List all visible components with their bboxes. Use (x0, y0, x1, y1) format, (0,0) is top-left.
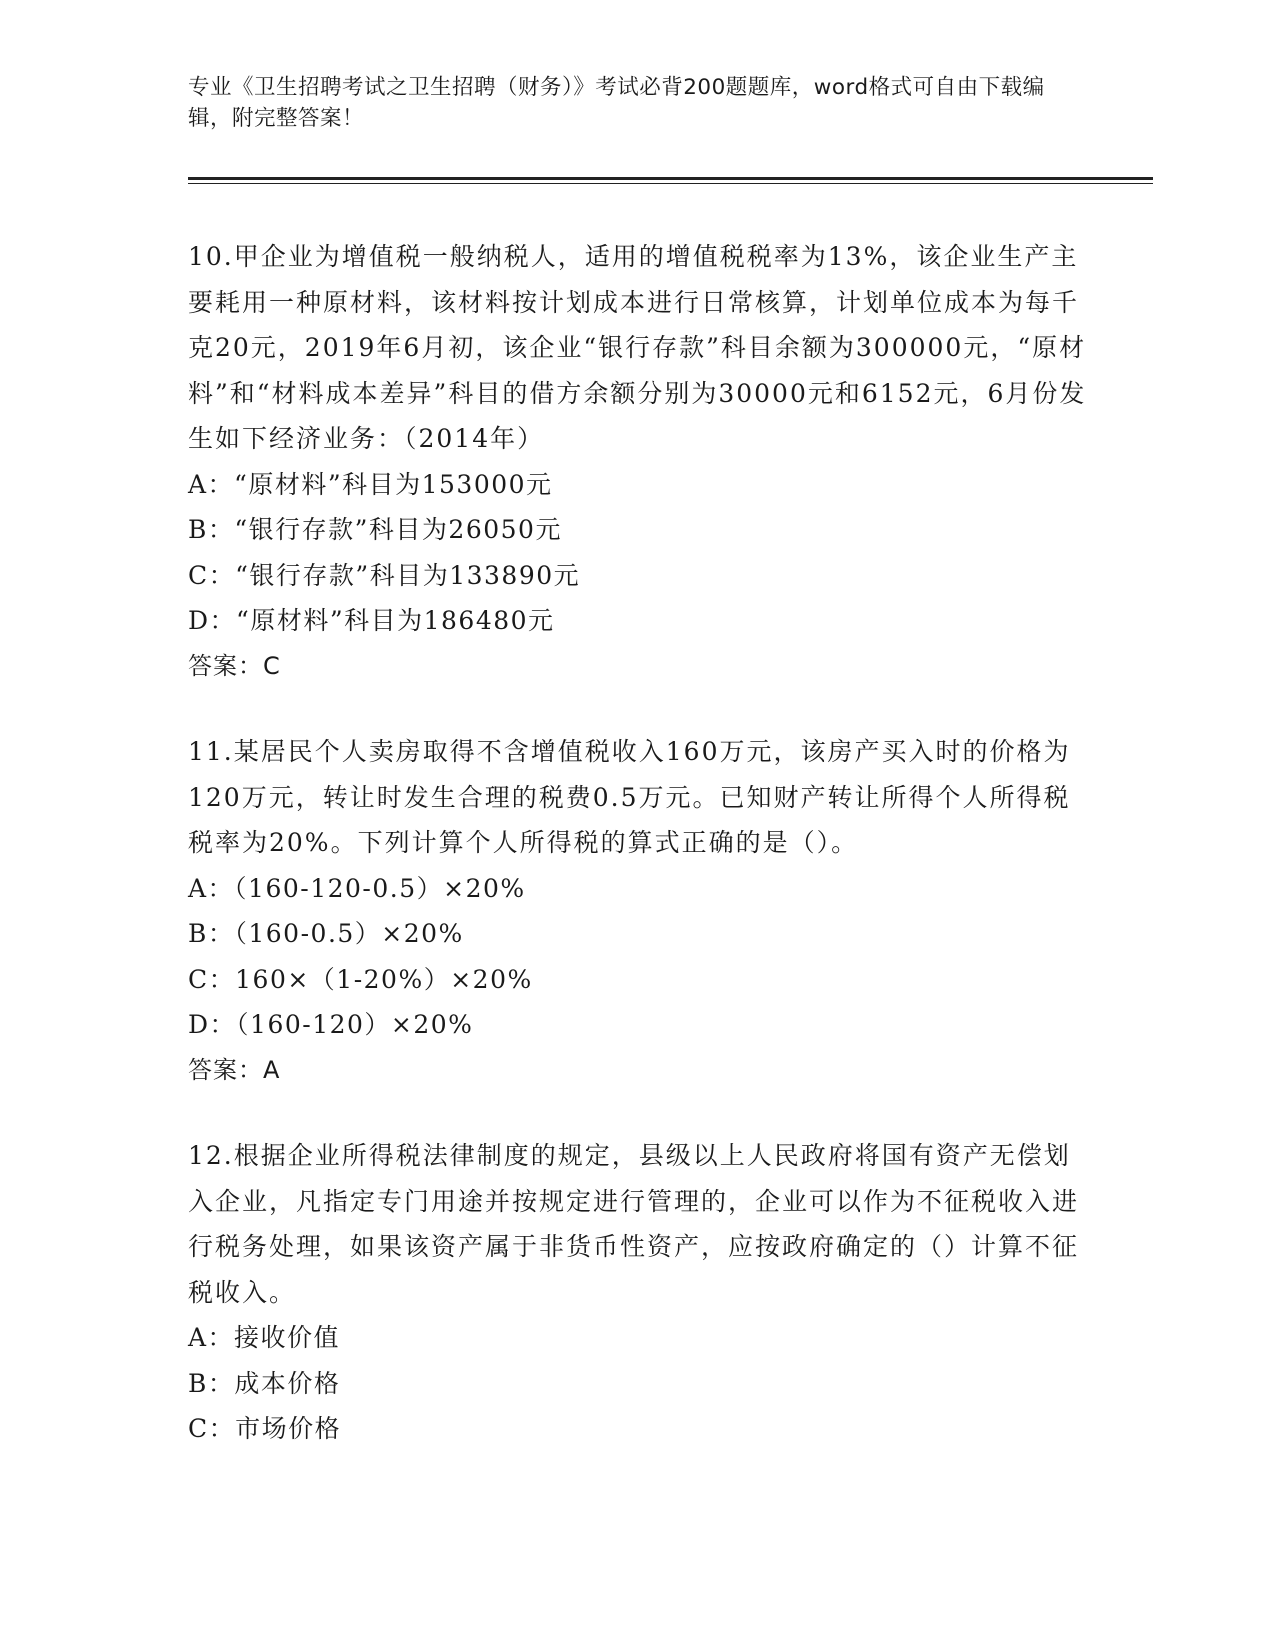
answer-line: 答案：C (188, 651, 281, 680)
question-stem: 12.根据企业所得税法律制度的规定，县级以上人民政府将国有资产无偿划入企业，凡指定专门用途并按规定进行管理的，企业可以作为不征税收入进行税务处理，如果该资产属于非货币性资产，应按政府确定的（）计算不征税收入。 (188, 1141, 1080, 1307)
option-d: D：（160-120）×20% (188, 1010, 474, 1039)
header-divider-thick (188, 177, 1153, 180)
option-d: D：“原材料”科目为186480元 (188, 606, 555, 635)
header-title: 专业《卫生招聘考试之卫生招聘（财务）》考试必背200题题库，word格式可自由下载编辑，附完整答案！ (188, 75, 1045, 131)
question-11 (188, 729, 1088, 1093)
question-10 (188, 234, 1088, 689)
document-header (188, 72, 1088, 134)
option-a: A：（160-120-0.5）×20% (188, 873, 526, 903)
option-c: C：160×（1-20%）×20% (188, 964, 533, 994)
option-b: B：（160-0.5）×20% (188, 919, 464, 948)
question-12 (188, 1133, 1088, 1452)
question-stem: 11.某居民个人卖房取得不含增值税收入160万元，该房产买入时的价格为120万元，转让时发生合理的税费0.5万元。已知财产转让所得个人所得税税率为20%。下列计算个人所得税的算式正确的是（）。 (188, 737, 1071, 857)
option-a: A：“原材料”科目为153000元 (188, 469, 553, 499)
option-a: A：接收价值 (188, 1323, 341, 1352)
option-c: C：“银行存款”科目为133890元 (188, 560, 581, 590)
option-b: B：成本价格 (188, 1368, 341, 1398)
question-list (188, 234, 1088, 1492)
answer-line: 答案：A (188, 1055, 281, 1084)
option-b: B：“银行存款”科目为26050元 (188, 515, 562, 544)
option-c: C：市场价格 (188, 1414, 342, 1443)
header-divider-thin (188, 183, 1153, 184)
question-stem: 10.甲企业为增值税一般纳税人，适用的增值税税率为13%，该企业生产主要耗用一种原材料，该材料按计划成本进行日常核算，计划单位成本为每千克20元，2019年6月初，该企业“银行存款”科目余额为300000元，“原材料”和“材料成本差异”科目的借方余额分别为30000元和6152元，6月份发生如下经济业务：（2014年） (188, 242, 1087, 453)
